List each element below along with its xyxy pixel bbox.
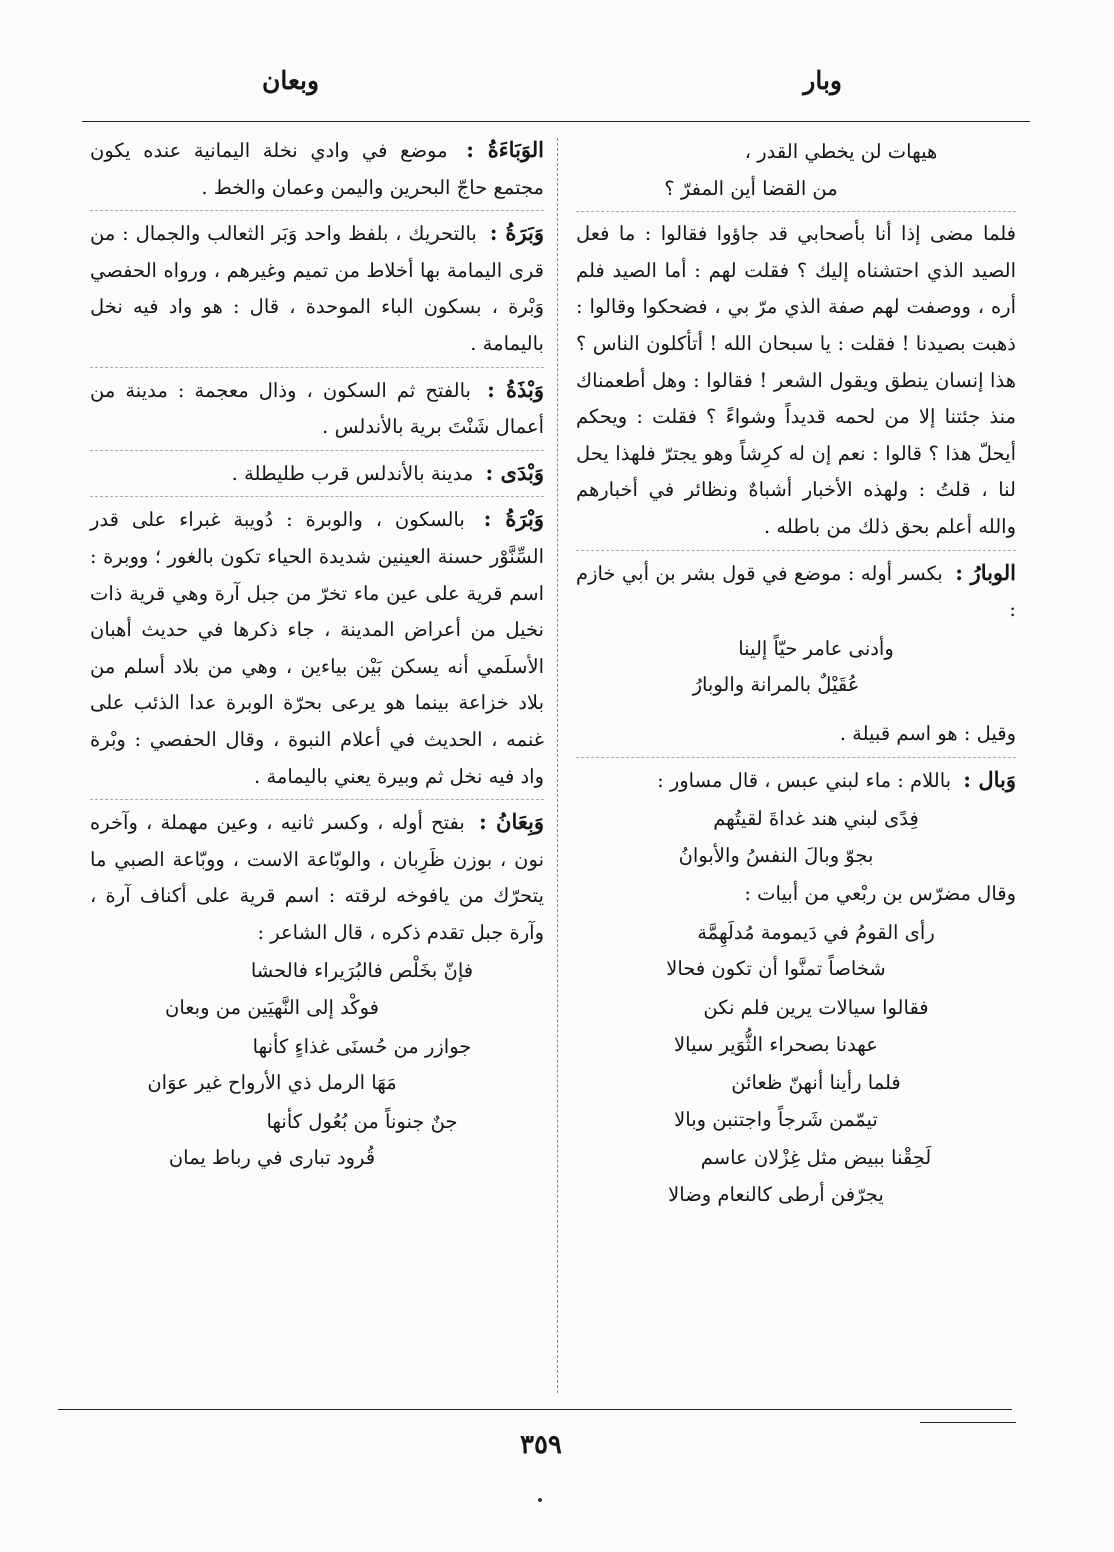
verse-line: قُرود تبارى في رباط يمان (168, 1146, 376, 1170)
footer-rule (58, 1409, 1012, 1410)
verse-line: بجوّ وبالَ النفسُ والأبوانُ (678, 843, 874, 867)
verse (576, 631, 1016, 704)
column-separator (557, 138, 558, 1393)
entry-wabara (90, 215, 544, 362)
verse (576, 801, 1016, 874)
verse (576, 990, 1016, 1063)
verse (90, 953, 544, 1026)
verse-line: فِدًى لبني هند غداةَ لقيتُهم (713, 807, 919, 831)
left-column (90, 132, 544, 1179)
verse-line: رأى القومُ في دَيمومة مُدلَهِمَّة (697, 920, 935, 944)
entry-text: بالتحريك ، بلفظ واحد وَبَر الثعالب والجمال : من قرى اليمامة بها أخلاط من تميم وغيرهم ، ورواه الحفصي وَبْرة ، بسكون الباء الموحدة ، قال : هو واد فيه نخل باليمامة . (90, 222, 544, 355)
headword: وَبال : (963, 766, 1016, 792)
verse-line: مَهَا الرمل ذي الأرواح غير عوَان (147, 1071, 397, 1095)
entry-text: بالسكون ، والوبرة : دُويبة غبراء على قدر السِّنَّوْر حسنة العينين شديدة الحياء تكون بالغور ؛ ووبرة : اسم قرية على عين ماء تخرّ من جبل آرة وهي قرية ذات نخيل من أعراض المدينة ، جاء ذكرها في حديث أهبان الأسلَمي أنه يسكن بَيْن بياءين ، وهي من بلاد أسلم من بلاد خزاعة بينما هو يرعى بحرّة الوبرة عدا الذئب على غنمه ، الحديث في أعلام النبوة ، وقال الحفصي : وبْرة واد فيه نخل ثم وبيرة يعني باليمامة . (90, 508, 544, 788)
verse (90, 1029, 544, 1102)
entry-text: باللام : ماء لبني عبس ، قال مساور : (657, 768, 952, 792)
headword: وَبْرَةُ : (483, 506, 544, 532)
entry-separator (90, 210, 544, 211)
verse-line: فإنّ بخَلْص فالبُرَيراء فالحشا (250, 959, 474, 983)
headword: الوبارُ : (955, 559, 1017, 585)
entry-wabra (90, 501, 544, 795)
entry-wabaan (90, 804, 544, 951)
entry-separator (90, 450, 544, 451)
entry-wabal (576, 762, 1016, 800)
running-header-right: وبار (803, 66, 842, 95)
headword: وَبْذَةُ : (487, 376, 545, 402)
verse-line: من القضا أين المفرّ ؟ (664, 176, 838, 200)
verse (576, 1140, 1016, 1213)
verse-line: وأدنى عامر حيّاً إلينا (738, 636, 894, 660)
header-rule (82, 121, 1030, 122)
entry-text: بفتح أوله ، وكسر ثانيه ، وعين مهملة ، وآخره نون ، بوزن ظَرِبان ، والوبّاعة الاست ، ووبّاعة الصبي ما يتحرّك من يافوخه لرقته : اسم قرية على أكناف آرة ، وآرة جبل تقدم ذكره ، قال الشاعر : (90, 811, 544, 944)
verse-line: تيمّمن شَرجاً واجتنبن وبالا (674, 1107, 878, 1131)
spacer (576, 706, 1016, 716)
right-column (576, 132, 1016, 1216)
page-number: ٣٥٩ (520, 1430, 562, 1460)
verse-line: لَحِقْنا ببيض مثل غِزْلان عاسم (700, 1146, 932, 1170)
entry-separator (90, 367, 544, 368)
entry-wabdha (90, 372, 544, 446)
page-mark (538, 1498, 542, 1502)
entry-wabaa (90, 132, 544, 206)
verse-line: فقالوا سيالات يرين فلم نكن (703, 996, 929, 1020)
entry-separator (576, 757, 1016, 758)
paragraph: فلما مضى إذا أنا بأصحابي قد جاؤوا فقالوا : ما فعل الصيد الذي احتشناه إليك ؟ فقلت لهم : أما الصيد فلم أره ، ووصفت لهم صفة الذي مرّ بي ، فضحكوا وقالوا : ذهبت بصيدنا ! فقلت : يا سبحان الله ! أتأكلون الناس ؟ هذا إنسان ينطق ويقول الشعر ! فقالوا : وهل أطعمناك منذ جئتنا إلا من لحمه قديداً وشواءً ؟ فقلت : ويحكم أيحلّ هذا ؟ قالوا : نعم إن له كرِشاً وهو يجترّ فلهذا يحل لنا ، قلتُ : ولهذه الأخبار أشباهٌ ونظائر في أخبارهم والله أعلم بحق ذلك من باطله . (576, 222, 1016, 538)
entry-text: بكسر أوله : موضع في قول بشر بن أبي خازم : (576, 561, 1016, 622)
verse-line: فلما رأينا أنهنّ ظعائن (731, 1071, 901, 1095)
verse (576, 915, 1016, 988)
entry-text: بالفتح ثم السكون ، وذال معجمة : مدينة من أعمال شَنْتَ برية بالأندلس . (90, 378, 544, 439)
headword: وَبِعَانُ : (479, 809, 544, 835)
verse (576, 134, 1016, 207)
verse-line: يجرّفن أرطى كالنعام وضالا (668, 1183, 884, 1207)
entry-text: مدينة بالأندلس قرب طليطلة . (231, 461, 474, 485)
entry-separator (576, 550, 1016, 551)
entry-separator (576, 211, 1016, 212)
entry-note: وقال مضرّس بن ربْعي من أبيات : (744, 882, 1016, 906)
entry-separator (90, 799, 544, 800)
verse (90, 1104, 544, 1177)
verse-line: شخاصاً تمنَّوا أن تكون فحالا (666, 957, 886, 981)
entry-separator (90, 496, 544, 497)
verse-line: عُقَيْلٌ بالمرانة والوبارُ (692, 673, 860, 697)
entry-note: وقيل : هو اسم قبيلة . (839, 721, 1016, 745)
entry-wabda (90, 455, 544, 493)
headword: الوَبَاءَةُ : (466, 137, 545, 162)
verse-line: جوازر من حُسنَى غذاءٍ كأنها (252, 1034, 472, 1058)
footer-rule-short (920, 1422, 1016, 1423)
running-header-left: وبعان (262, 66, 320, 95)
verse-line: هيهات لن يخطي القدر ، (744, 140, 938, 163)
verse-line: فوكْد إلى النَّهيَين من وبعان (165, 996, 379, 1020)
verse (576, 1065, 1016, 1138)
verse-line: عهدنا بصحراء الثُّوَير سيالا (674, 1032, 878, 1056)
verse-line: جنٌ جنوناً من بُعُول كأنها (266, 1109, 458, 1133)
headword: وَبْدَى : (485, 459, 544, 485)
entry-text: موضع في وادي نخلة اليمانية عنده يكون مجتمع حاجّ البحرين واليمن وعمان والخط . (90, 139, 544, 199)
headword: وَبَرَةُ : (489, 220, 545, 246)
entry-wabar (576, 555, 1016, 629)
